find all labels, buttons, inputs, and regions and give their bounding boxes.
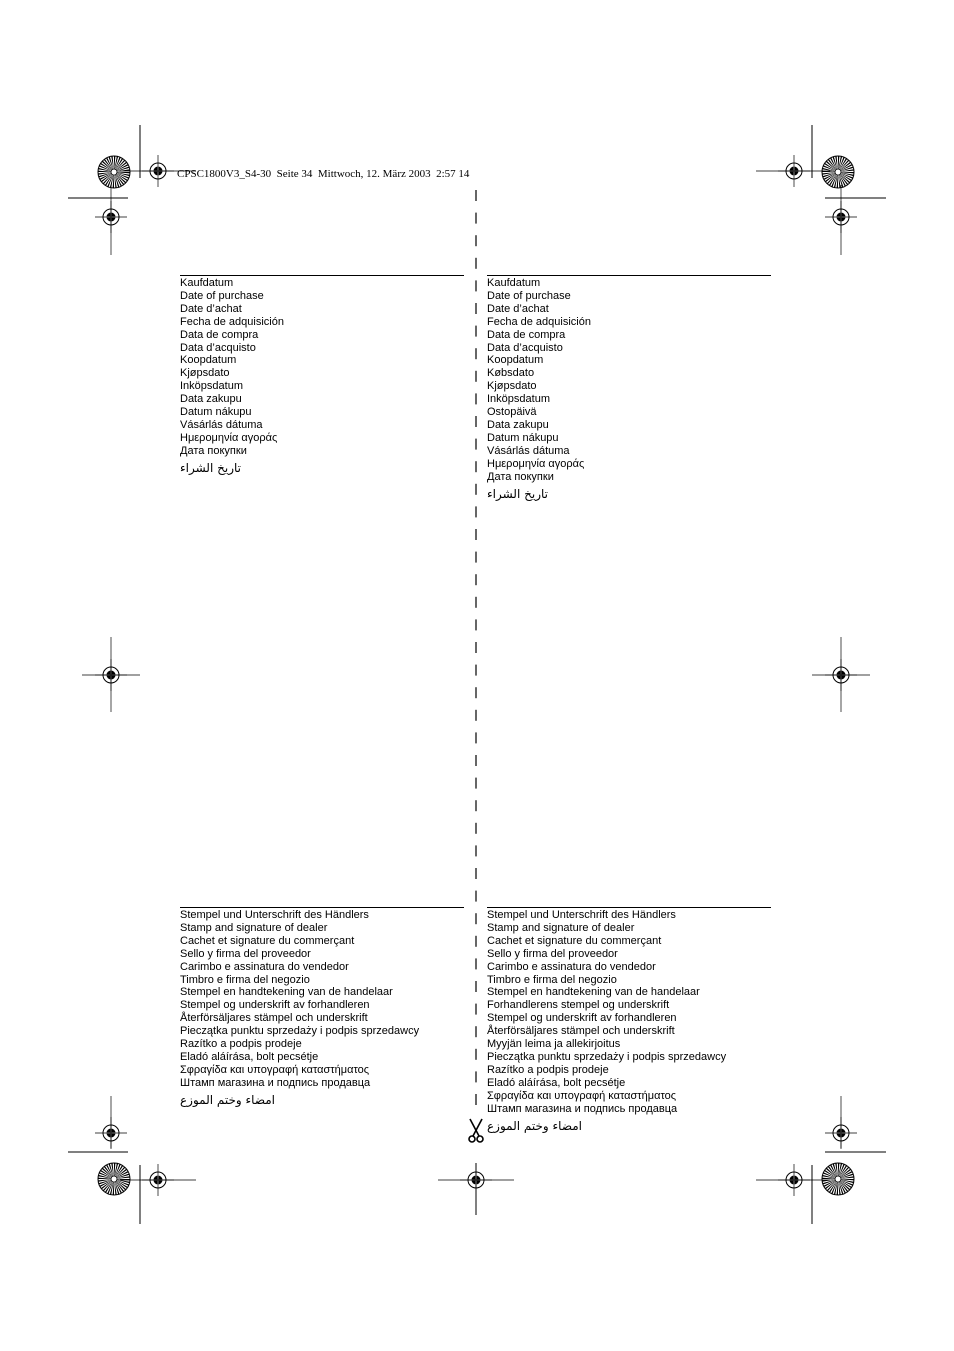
date-label: Data d’acquisto bbox=[487, 341, 563, 354]
dealer-label: Pieczątka punktu sprzedaży i podpis sprzedawcy bbox=[180, 1025, 420, 1038]
date-label: Ημερομηνία αγοράς bbox=[487, 457, 585, 470]
dealer-label: Pieczątka punktu sprzedaży i podpis sprzedawcy bbox=[487, 1050, 727, 1063]
dealer-label: Razítko a podpis prodeje bbox=[180, 1038, 302, 1051]
date-label: Datum nákupu bbox=[180, 406, 252, 419]
date-label: Ostopäivä bbox=[487, 406, 537, 419]
left-date-labels bbox=[180, 277, 464, 458]
date-label: Inköpsdatum bbox=[487, 393, 550, 406]
date-label: Koopdatum bbox=[180, 354, 237, 367]
date-label: Дата покупки bbox=[180, 444, 247, 457]
left-date-arabic: تاريخ الشراء bbox=[180, 460, 241, 475]
dealer-label: Myyjän leima ja allekirjoitus bbox=[487, 1038, 621, 1051]
right-dealer-arabic: امضاء وختم الموزع bbox=[487, 1118, 582, 1133]
starburst-registration-icon bbox=[98, 156, 130, 188]
date-label: Vásárlás dátuma bbox=[180, 418, 263, 431]
right-dealer-labels bbox=[487, 909, 771, 1116]
dealer-label: Stempel und Unterschrift des Händlers bbox=[180, 909, 369, 921]
dealer-label: Sello y firma del proveedor bbox=[487, 947, 618, 960]
dealer-label: Штамп магазина и подпись продавца bbox=[180, 1076, 371, 1089]
dealer-label: Återförsäljares stämpel och underskrift bbox=[180, 1012, 368, 1025]
dealer-label: Штамп магазина и подпись продавца bbox=[487, 1102, 678, 1115]
starburst-registration-icon bbox=[822, 156, 854, 188]
dealer-label: Eladó aláírása, bolt pecsétje bbox=[180, 1050, 319, 1063]
date-label: Koopdatum bbox=[487, 354, 544, 367]
date-label: Data de compra bbox=[487, 328, 566, 341]
date-label: Fecha de adquisición bbox=[180, 315, 284, 328]
right-date-block bbox=[487, 275, 771, 504]
dealer-label: Stamp and signature of dealer bbox=[180, 921, 328, 934]
date-label: Kaufdatum bbox=[487, 277, 541, 289]
date-label: Fecha de adquisición bbox=[487, 315, 591, 328]
dealer-label: Sello y firma del proveedor bbox=[180, 947, 311, 960]
date-label: Date of purchase bbox=[180, 289, 264, 302]
date-label: Inköpsdatum bbox=[180, 380, 243, 393]
date-label: Ημερομηνία αγοράς bbox=[180, 431, 278, 444]
dealer-label: Stamp and signature of dealer bbox=[487, 921, 635, 934]
left-dealer-labels bbox=[180, 909, 464, 1090]
scissors-icon bbox=[469, 1119, 483, 1142]
dealer-label: Stempel en handtekening van de handelaar bbox=[487, 986, 700, 999]
dealer-label: Carimbo e assinatura do vendedor bbox=[487, 960, 656, 973]
dealer-label: Cachet et signature du commerçant bbox=[180, 934, 355, 947]
dealer-label: Timbro e firma del negozio bbox=[180, 973, 310, 986]
dealer-label: Eladó aláírása, bolt pecsétje bbox=[487, 1076, 626, 1089]
date-label: Дата покупки bbox=[487, 470, 554, 483]
dealer-label: Forhandlerens stempel og underskrift bbox=[487, 999, 670, 1012]
right-date-arabic: تاريخ الشراء bbox=[487, 486, 548, 501]
dealer-label: Cachet et signature du commerçant bbox=[487, 934, 662, 947]
dealer-label: Σφραγίδα και υπογραφή καταστήματος bbox=[180, 1063, 370, 1076]
dealer-label: Carimbo e assinatura do vendedor bbox=[180, 960, 349, 973]
date-label: Date d’achat bbox=[487, 302, 549, 315]
dealer-label: Stempel og underskrift av forhandleren bbox=[180, 999, 370, 1012]
left-dealer-block bbox=[180, 907, 464, 1110]
starburst-registration-icon bbox=[822, 1163, 854, 1195]
dealer-label: Timbro e firma del negozio bbox=[487, 973, 617, 986]
date-label: Kjøpsdato bbox=[487, 380, 537, 393]
right-dealer-block bbox=[487, 907, 771, 1136]
date-label: Date d’achat bbox=[180, 302, 242, 315]
date-label: Data zakupu bbox=[487, 418, 549, 431]
dealer-label: Σφραγίδα και υπογραφή καταστήματος bbox=[487, 1089, 677, 1102]
date-label: Kjøpsdato bbox=[180, 367, 230, 380]
print-header: CPSC1800V3_S4-30 Seite 34 Mittwoch, 12. März 2003 2:57 14 bbox=[177, 168, 470, 180]
date-label: Købsdato bbox=[487, 367, 535, 380]
date-label: Data d’acquisto bbox=[180, 341, 256, 354]
right-date-labels bbox=[487, 277, 771, 484]
dealer-label: Razítko a podpis prodeje bbox=[487, 1063, 609, 1076]
left-date-block bbox=[180, 275, 464, 478]
date-label: Date of purchase bbox=[487, 289, 571, 302]
left-dealer-arabic: امضاء وختم الموزع bbox=[180, 1092, 275, 1107]
dealer-label: Stempel en handtekening van de handelaar bbox=[180, 986, 393, 999]
dealer-label: Återförsäljares stämpel och underskrift bbox=[487, 1025, 675, 1038]
date-label: Datum nákupu bbox=[487, 431, 559, 444]
date-label: Data zakupu bbox=[180, 393, 242, 406]
date-label: Data de compra bbox=[180, 328, 259, 341]
date-label: Vásárlás dátuma bbox=[487, 444, 570, 457]
dealer-label: Stempel und Unterschrift des Händlers bbox=[487, 909, 676, 921]
date-label: Kaufdatum bbox=[180, 277, 234, 289]
dealer-label: Stempel og underskrift av forhandleren bbox=[487, 1012, 677, 1025]
starburst-registration-icon bbox=[98, 1163, 130, 1195]
